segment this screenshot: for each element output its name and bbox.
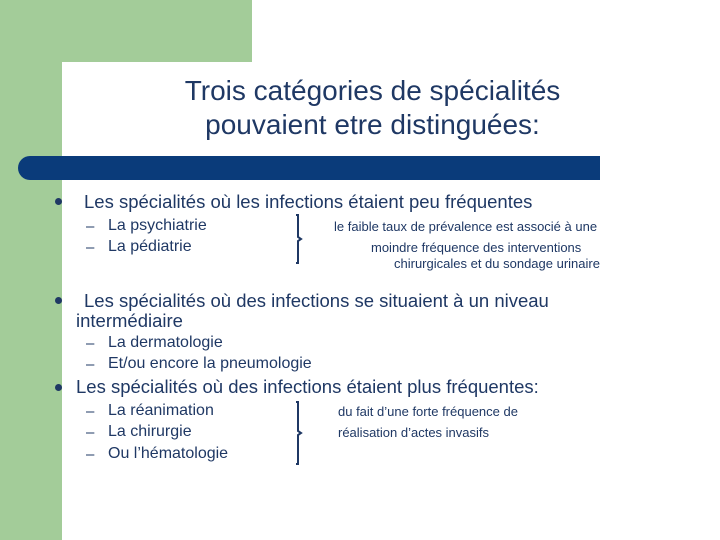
brace-icon xyxy=(293,214,307,264)
dash-icon: – xyxy=(86,424,95,441)
dash-icon: – xyxy=(86,218,95,235)
slide-title xyxy=(100,74,645,142)
section-3-item-3: Ou l’hématologie xyxy=(108,445,229,462)
bullet-icon xyxy=(55,384,62,391)
bullet-icon xyxy=(55,297,62,304)
title-line-1: Trois catégories de spécialités xyxy=(184,75,561,106)
section-2-item-2: Et/ou encore la pneumologie xyxy=(108,355,312,372)
section-3-item-1: La réanimation xyxy=(108,402,214,419)
section-1-heading: Les spécialités où les infections étaient peu fréquentes xyxy=(84,191,533,212)
section-1-item-2: La pédiatrie xyxy=(108,238,192,255)
dash-icon: – xyxy=(86,356,95,373)
dash-icon: – xyxy=(86,239,95,256)
title-line-2: pouvaient etre distinguées: xyxy=(205,109,540,140)
section-1-note-line-2: moindre fréquence des interventions xyxy=(371,240,582,255)
section-3-note-line-1: du fait d’une forte fréquence de xyxy=(338,404,518,419)
dash-icon: – xyxy=(86,446,95,463)
section-1-note-line-1: le faible taux de prévalence est associé à une xyxy=(334,219,598,234)
dash-icon: – xyxy=(86,403,95,420)
title-underline-bar xyxy=(18,156,600,180)
section-2-heading-line-1: Les spécialités où des infections se situaient à un niveau xyxy=(84,290,549,311)
section-3-heading: Les spécialités où des infections étaient plus fréquentes: xyxy=(76,376,539,397)
section-2-heading-line-2: intermédiaire xyxy=(76,310,183,331)
section-1-note-line-3: chirurgicales et du sondage urinaire xyxy=(394,256,600,271)
dash-icon: – xyxy=(86,335,95,352)
decor-green-left xyxy=(0,0,62,540)
bullet-icon xyxy=(55,198,62,205)
section-3-item-2: La chirurgie xyxy=(108,423,192,440)
brace-icon xyxy=(293,401,307,465)
section-1-item-1: La psychiatrie xyxy=(108,217,207,234)
section-3-note-line-2: réalisation d’actes invasifs xyxy=(338,425,490,440)
section-2-item-1: La dermatologie xyxy=(108,334,223,351)
